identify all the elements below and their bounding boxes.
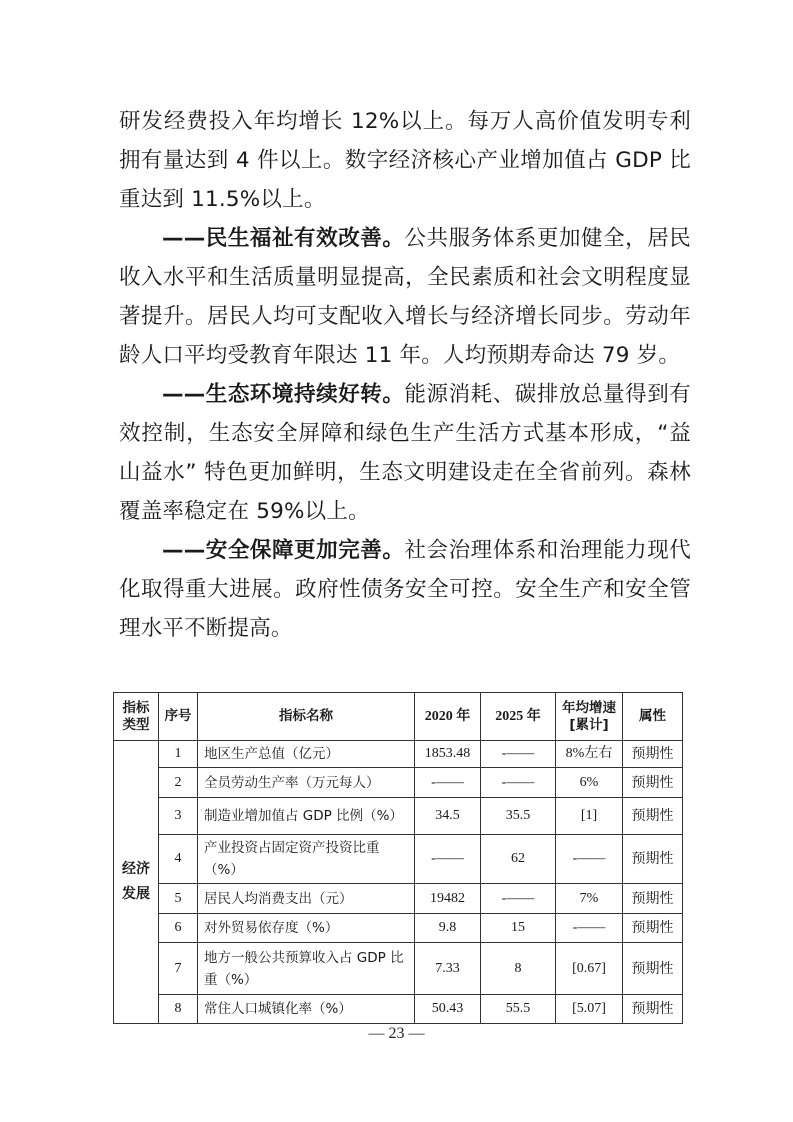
header-index: 序号 [159,693,198,741]
attribute: 预期性 [623,884,683,914]
growth-rate: [0.67] [556,943,623,995]
growth-rate: 6% [556,768,623,798]
growth-rate: [1] [556,798,623,835]
row-number: 2 [159,768,198,798]
table-header-row [114,693,683,741]
row-number: 4 [159,835,198,884]
indicator-name: 全员劳动生产率（万元每人） [198,768,415,798]
growth-rate: 7% [556,884,623,914]
value-2020: 19482 [415,884,481,914]
paragraph-livelihood [119,219,691,375]
value-2020: 50.43 [415,995,481,1024]
indicator-name: 常住人口城镇化率（%） [198,995,415,1024]
table-row [114,741,683,768]
indicator-table [113,692,683,1024]
header-attribute: 属性 [623,693,683,741]
indicator-name: 地区生产总值（亿元） [198,741,415,768]
value-2020: -—— [415,835,481,884]
attribute: 预期性 [623,914,683,943]
value-2020: -—— [415,768,481,798]
value-2025: 62 [481,835,556,884]
header-category: 指标类型 [114,693,159,741]
category-cell: 经济 发展 [114,741,159,1024]
row-number: 1 [159,741,198,768]
paragraph-body: 公共服务体系更加健全，居民收入水平和生活质量明显提高，全民素质和社会文明程度显著提升。居民人均可支配收入增长与经济增长同步。劳动年龄人口平均受教育年限达 11 年。人均预期寿命达 79 岁。 [119,226,692,368]
table-row [114,835,683,884]
header-2025: 2025 年 [481,693,556,741]
value-2025: 15 [481,914,556,943]
indicator-name: 居民人均消费支出（元） [198,884,415,914]
row-number: 3 [159,798,198,835]
paragraph-body: 社会治理体系和治理能力现代化取得重大进展。政府性债务安全可控。安全生产和安全管理水平不断提高。 [119,538,692,641]
value-2025: -—— [481,884,556,914]
paragraph-heading: ——生态环境持续好转。 [162,382,405,407]
table-row [114,914,683,943]
value-2025: -—— [481,768,556,798]
attribute: 预期性 [623,995,683,1024]
table-row [114,995,683,1024]
attribute: 预期性 [623,835,683,884]
value-2020: 7.33 [415,943,481,995]
indicator-name: 制造业增加值占 GDP 比例（%） [198,798,415,835]
header-2020: 2020 年 [415,693,481,741]
table-row [114,798,683,835]
indicator-name: 对外贸易依存度（%） [198,914,415,943]
value-2020: 1853.48 [415,741,481,768]
growth-rate: -—— [556,914,623,943]
value-2025: 8 [481,943,556,995]
table-row [114,884,683,914]
paragraph-heading: ——民生福祉有效改善。 [162,226,405,251]
row-number: 6 [159,914,198,943]
header-name: 指标名称 [198,693,415,741]
growth-rate: [5.07] [556,995,623,1024]
paragraph-safety [119,531,691,648]
indicator-name: 地方一般公共预算收入占 GDP 比重（%） [198,943,415,995]
value-2020: 9.8 [415,914,481,943]
value-2025: -—— [481,741,556,768]
attribute: 预期性 [623,768,683,798]
attribute: 预期性 [623,943,683,995]
indicator-name: 产业投资占固定资产投资比重（%） [198,835,415,884]
table-row [114,943,683,995]
row-number: 7 [159,943,198,995]
paragraph-ecology [119,375,691,531]
paragraph-body: 能源消耗、碳排放总量得到有效控制，生态安全屏障和绿色生产生活方式基本形成，“益山益水” 特色更加鲜明，生态文明建设走在全省前列。森林覆盖率稳定在 59%以上。 [119,382,692,524]
growth-rate: -—— [556,835,623,884]
attribute: 预期性 [623,741,683,768]
attribute: 预期性 [623,798,683,835]
value-2025: 35.5 [481,798,556,835]
value-2025: 55.5 [481,995,556,1024]
page-number: — 23 — [368,1025,425,1042]
paragraph-innovation-targets: 研发经费投入年均增长 12%以上。每万人高价值发明专利拥有量达到 4 件以上。数字经济核心产业增加值占 GDP 比重达到 11.5%以上。 [119,109,691,212]
value-2020: 34.5 [415,798,481,835]
row-number: 5 [159,884,198,914]
growth-rate: 8%左右 [556,741,623,768]
row-number: 8 [159,995,198,1024]
table-row [114,768,683,798]
paragraph-heading: ——安全保障更加完善。 [162,538,405,563]
header-growth: 年均增速 [累计] [556,693,623,741]
